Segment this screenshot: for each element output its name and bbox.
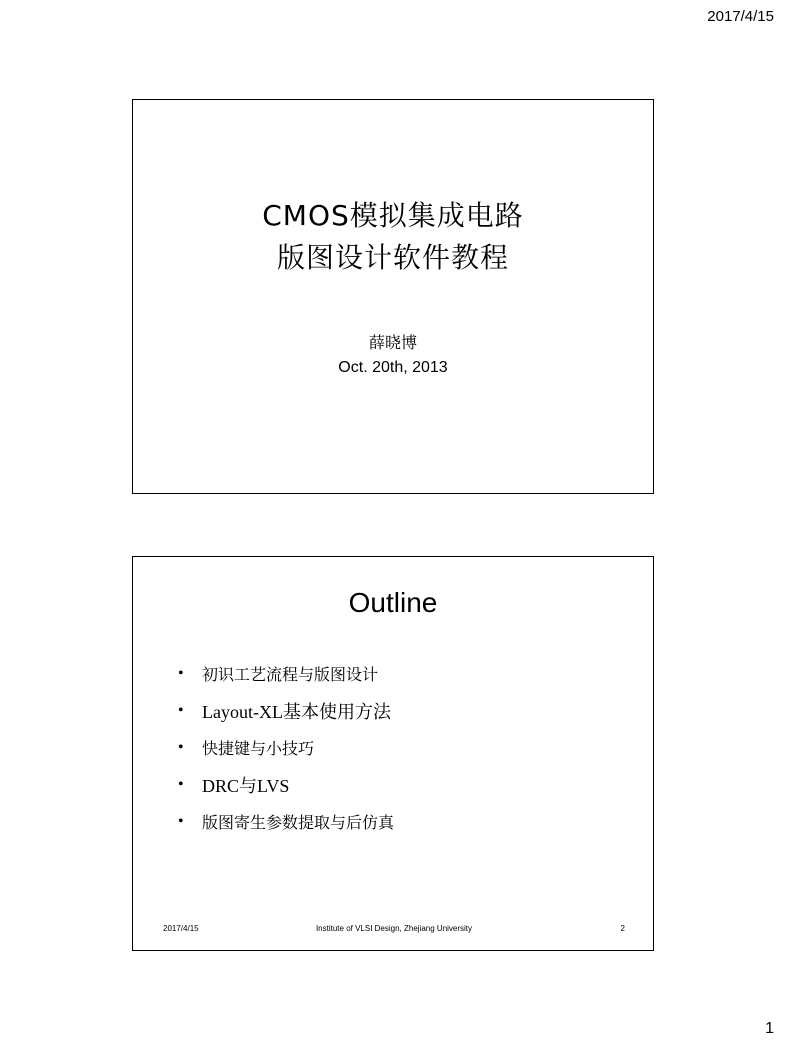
- outline-title: Outline: [348, 587, 438, 618]
- bullet-icon: •: [178, 738, 184, 756]
- bullet-icon: •: [178, 664, 184, 682]
- outline-item: [178, 692, 633, 729]
- author-name: 薛晓博: [368, 333, 417, 352]
- page-number: 1: [765, 1020, 774, 1037]
- footer-slide-number: 2: [620, 924, 625, 933]
- bullet-icon: •: [178, 701, 184, 719]
- page-date: 2017/4/15: [707, 8, 774, 25]
- bullet-icon: •: [178, 812, 184, 830]
- outline-item: [178, 803, 633, 840]
- title-slide: [132, 99, 654, 494]
- footer-date: 2017/4/15: [163, 924, 199, 933]
- slide-title-line-2: 版图设计软件教程: [276, 241, 509, 274]
- outline-item: [178, 655, 633, 692]
- outline-item: [178, 729, 633, 766]
- footer-institution: Institute of VLSI Design, Zhejiang University: [315, 924, 473, 933]
- outline-item: [178, 766, 633, 803]
- slide-title-line-1: CMOS模拟集成电路: [262, 199, 524, 232]
- outline-item-text: 快捷键与小技巧: [202, 739, 315, 758]
- outline-list: [178, 655, 633, 840]
- outline-item-text: Layout-XL基本使用方法: [202, 701, 391, 722]
- bullet-icon: •: [178, 775, 184, 793]
- outline-slide: [132, 556, 654, 951]
- slide-title: [133, 195, 653, 279]
- outline-item-text: 版图寄生参数提取与后仿真: [202, 813, 395, 832]
- outline-item-text: 初识工艺流程与版图设计: [202, 665, 379, 684]
- outline-item-text: DRC与LVS: [202, 775, 290, 796]
- slide-footer: [163, 924, 625, 936]
- presentation-date: Oct. 20th, 2013: [338, 359, 448, 376]
